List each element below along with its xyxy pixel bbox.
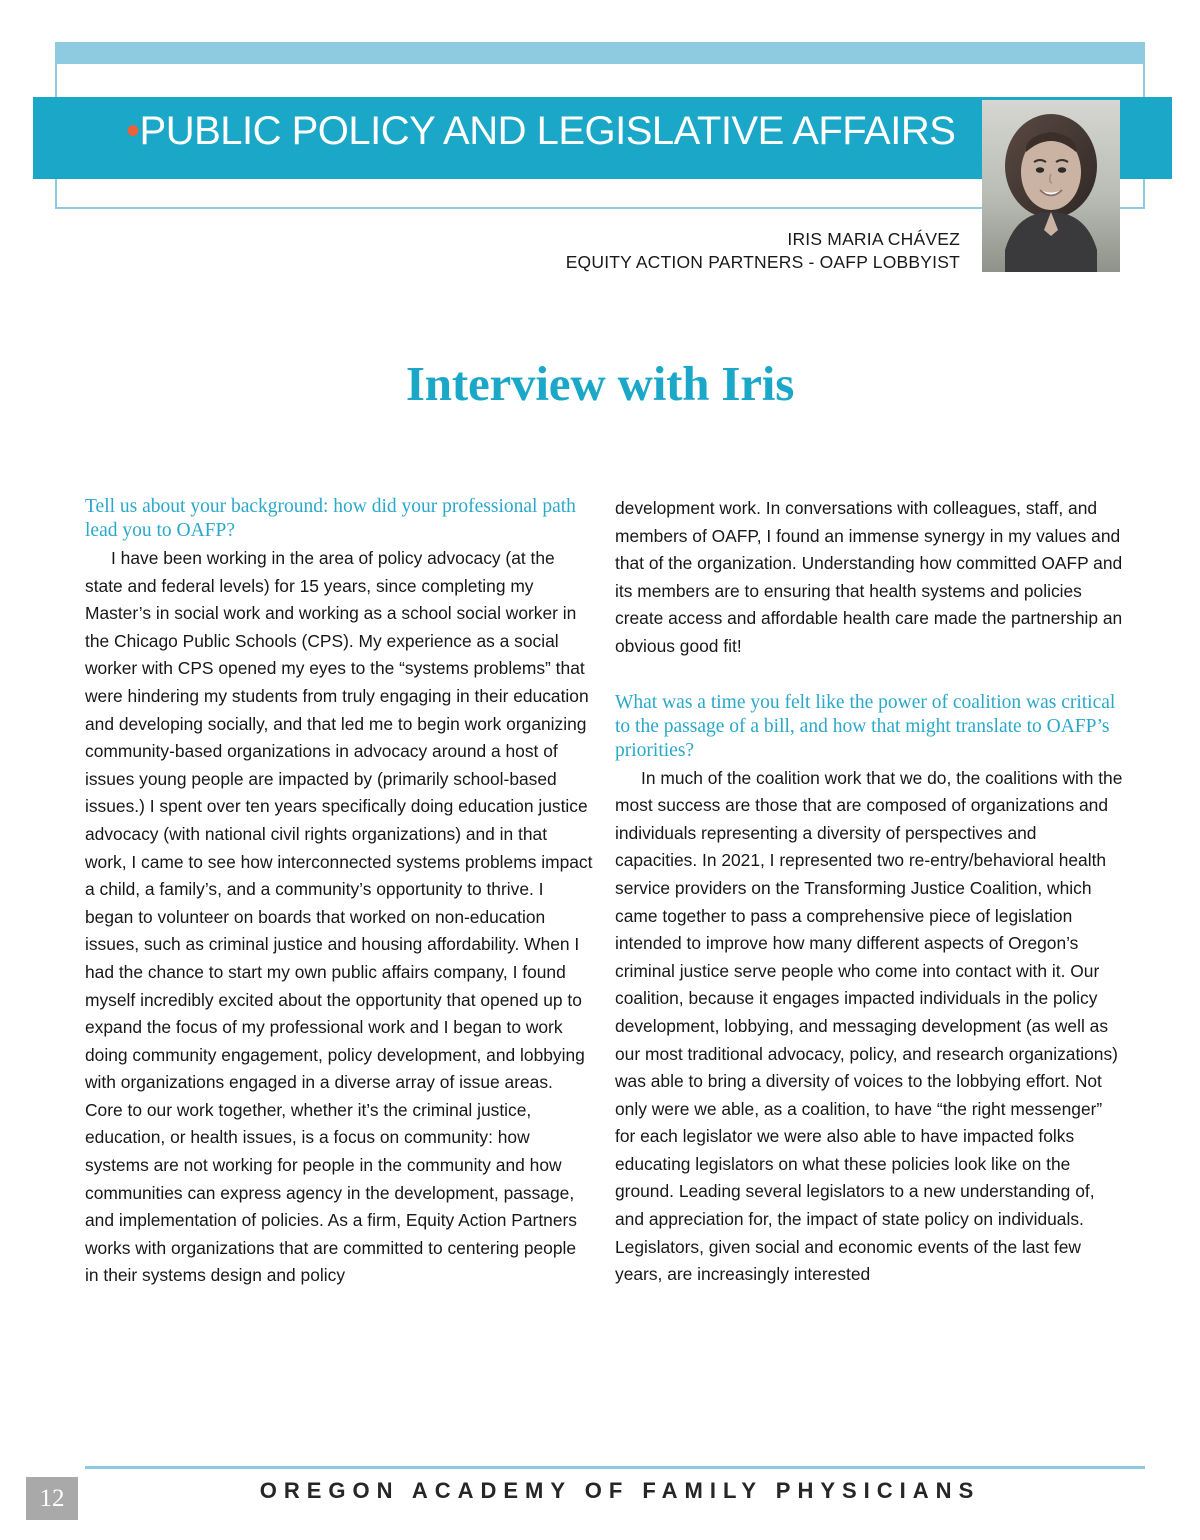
bullet-icon: • (126, 109, 140, 153)
byline (420, 228, 960, 274)
question-heading-coalition: What was a time you felt like the power of coalition was critical to the passage of a bill, and how that might translate to OAFP’s priorities? (615, 691, 1116, 761)
portrait-illustration (982, 100, 1120, 272)
article-column-left (85, 495, 593, 1290)
page-number: 12 (39, 1484, 65, 1512)
author-photo (982, 100, 1120, 272)
byline-name: IRIS MARIA CHÁVEZ (787, 229, 960, 249)
answer-paragraph-background: I have been working in the area of policy advocacy (at the state and federal levels) for 15 years, since completing my Master’s in social work and working as a school social worker in the Chicago Public Schools (CPS). My experience as a social worker with CPS opened my eyes to the “systems problems” that were hindering my students from truly engaging in their education and developing socially, and that led me to begin work organizing community-based organizations in advocacy around a host of issues young people are impacted by (primarily school-based issues.) I spent over ten years specifically doing education justice advocacy (with national civil rights organizations) and in that work, I came to see how interconnected systems problems impact a child, a family’s, and a community’s opportunity to thrive. I began to volunteer on boards that worked on non-education issues, such as criminal justice and housing affordability. When I had the chance to start my own public affairs company, I found myself incredibly excited about the opportunity that opened up to expand the focus of my professional work and I began to work doing community engagement, policy development, and lobbying with organizations engaged in a diverse array of issue areas. Core to our work together, whether it’s the criminal justice, education, or health issues, is a focus on community: how systems are not working for people in the community and how communities can express agency in the development, passage, and implementation of policies. As a firm, Equity Action Partners works with organizations that are committed to centering people in their systems design and policy (85, 548, 593, 1286)
section-title (126, 109, 955, 154)
question-heading-background: Tell us about your background: how did your professional path lead you to OAFP? (85, 496, 576, 541)
footer-organization: OREGON ACADEMY OF FAMILY PHYSICIANS (259, 1478, 981, 1503)
top-accent-bar (55, 42, 1145, 64)
answer-paragraph-continuation: development work. In conversations with colleagues, staff, and members of OAFP, I found an immense synergy in my values and that of the organization. Understanding how committed OAFP and its members are to ensuring that health systems and policies create access and affordable health care made the partnership an obvious good fit! (615, 498, 1123, 656)
article-column-right (615, 495, 1123, 1289)
footer-rule (85, 1466, 1145, 1469)
section-title-text: PUBLIC POLICY AND LEGISLATIVE AFFAIRS (139, 109, 956, 153)
page-number-box (26, 1477, 78, 1520)
article-title: Interview with Iris (405, 356, 795, 411)
byline-role: EQUITY ACTION PARTNERS - OAFP LOBBYIST (565, 252, 960, 272)
answer-paragraph-coalition: In much of the coalition work that we do, the coalitions with the most success are those that are composed of organizations and individuals representing a diversity of perspectives and capacities. In 2021, I represented two re-entry/behavioral health service providers on the Transforming Justice Coalition, which came together to pass a comprehensive piece of legislation intended to improve how many different aspects of Oregon’s criminal justice serve people who come into contact with it. Our coalition, because it engages impacted individuals in the policy development, lobbying, and messaging development (as well as our most traditional advocacy, policy, and research organizations) was able to bring a diversity of voices to the lobbying effort. Not only were we able, as a coalition, to have “the right messenger” for each legislator we were also able to have impacted folks educating legislators on what these policies look like on the ground. Leading several legislators to a new understanding of, and appreciation for, the impact of state policy on individuals. Legislators, given social and economic events of the last few years, are increasingly interested (615, 767, 1123, 1285)
